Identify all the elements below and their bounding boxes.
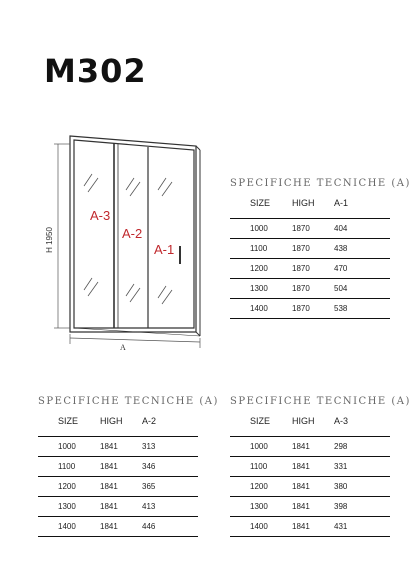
product-title: M302 [44, 52, 147, 90]
cell-size: 1100 [58, 462, 76, 471]
cell-panel: 404 [334, 224, 348, 233]
cell-size: 1300 [250, 502, 268, 511]
header-size: SIZE [250, 416, 271, 426]
table-row [38, 436, 198, 456]
cell-size: 1300 [250, 284, 268, 293]
spec-table-a3 [230, 396, 411, 537]
cell-high: 1841 [100, 462, 118, 471]
cell-panel: 431 [334, 522, 348, 531]
panel-label-a2: A-2 [122, 226, 143, 241]
cell-panel: 313 [142, 442, 156, 451]
table-row [38, 516, 198, 537]
table-row [230, 258, 390, 278]
header-high: HIGH [292, 198, 315, 208]
cell-size: 1200 [250, 264, 268, 273]
cell-panel: 504 [334, 284, 348, 293]
header-size: SIZE [250, 198, 271, 208]
shower-door-diagram [46, 128, 216, 358]
table-row [230, 278, 390, 298]
cell-panel: 365 [142, 482, 156, 491]
cell-panel: 398 [334, 502, 348, 511]
width-label: A [120, 343, 126, 352]
cell-high: 1841 [292, 482, 310, 491]
cell-size: 1400 [58, 522, 76, 531]
cell-high: 1841 [292, 442, 310, 451]
table-row [230, 456, 390, 476]
width-dimension [70, 334, 200, 348]
cell-high: 1870 [292, 284, 310, 293]
cell-high: 1870 [292, 304, 310, 313]
panel-label-a3: A-3 [90, 208, 111, 223]
header-size: SIZE [58, 416, 79, 426]
cell-high: 1841 [292, 522, 310, 531]
cell-high: 1841 [100, 522, 118, 531]
cell-high: 1870 [292, 244, 310, 253]
header-high: HIGH [100, 416, 123, 426]
header-high: HIGH [292, 416, 315, 426]
cell-size: 1000 [250, 442, 268, 451]
spec-table-title: SPECIFICHE TECNICHE (A) [230, 396, 411, 407]
cell-size: 1100 [250, 244, 268, 253]
spec-table-title: SPECIFICHE TECNICHE (A) [38, 396, 219, 407]
spec-table-body [230, 436, 390, 537]
cell-panel: 331 [334, 462, 348, 471]
cell-size: 1400 [250, 304, 268, 313]
table-row [230, 516, 390, 537]
panel-label-a1: A-1 [154, 242, 175, 257]
cell-panel: 538 [334, 304, 348, 313]
cell-high: 1841 [100, 442, 118, 451]
cell-panel: 438 [334, 244, 348, 253]
cell-size: 1200 [58, 482, 76, 491]
cell-size: 1200 [250, 482, 268, 491]
table-row [230, 218, 390, 238]
cell-panel: 413 [142, 502, 156, 511]
table-row [230, 238, 390, 258]
cell-size: 1100 [250, 462, 268, 471]
spec-table-body [230, 218, 390, 319]
spec-table-a1 [230, 178, 411, 319]
cell-size: 1000 [250, 224, 268, 233]
table-row [230, 436, 390, 456]
header-panel: A-1 [334, 198, 349, 208]
table-row [38, 456, 198, 476]
cell-size: 1400 [250, 522, 268, 531]
spec-table-a2 [38, 396, 219, 537]
height-label: H 1950 [45, 227, 54, 253]
cell-high: 1870 [292, 224, 310, 233]
spec-table-body [38, 436, 198, 537]
spec-table-header [230, 198, 390, 218]
cell-high: 1841 [292, 502, 310, 511]
table-row [230, 298, 390, 319]
height-dimension [54, 144, 70, 328]
cell-high: 1841 [100, 482, 118, 491]
header-panel: A-2 [142, 416, 157, 426]
cell-high: 1841 [292, 462, 310, 471]
cell-size: 1300 [58, 502, 76, 511]
cell-high: 1841 [100, 502, 118, 511]
table-row [230, 496, 390, 516]
table-row [38, 496, 198, 516]
spec-table-header [230, 416, 390, 436]
cell-panel: 470 [334, 264, 348, 273]
table-row [38, 476, 198, 496]
cell-panel: 298 [334, 442, 348, 451]
table-row [230, 476, 390, 496]
cell-panel: 380 [334, 482, 348, 491]
cell-high: 1870 [292, 264, 310, 273]
cell-panel: 346 [142, 462, 156, 471]
cell-panel: 446 [142, 522, 156, 531]
spec-table-header [38, 416, 198, 436]
cell-size: 1000 [58, 442, 76, 451]
header-panel: A-3 [334, 416, 349, 426]
spec-table-title: SPECIFICHE TECNICHE (A) [230, 178, 411, 189]
